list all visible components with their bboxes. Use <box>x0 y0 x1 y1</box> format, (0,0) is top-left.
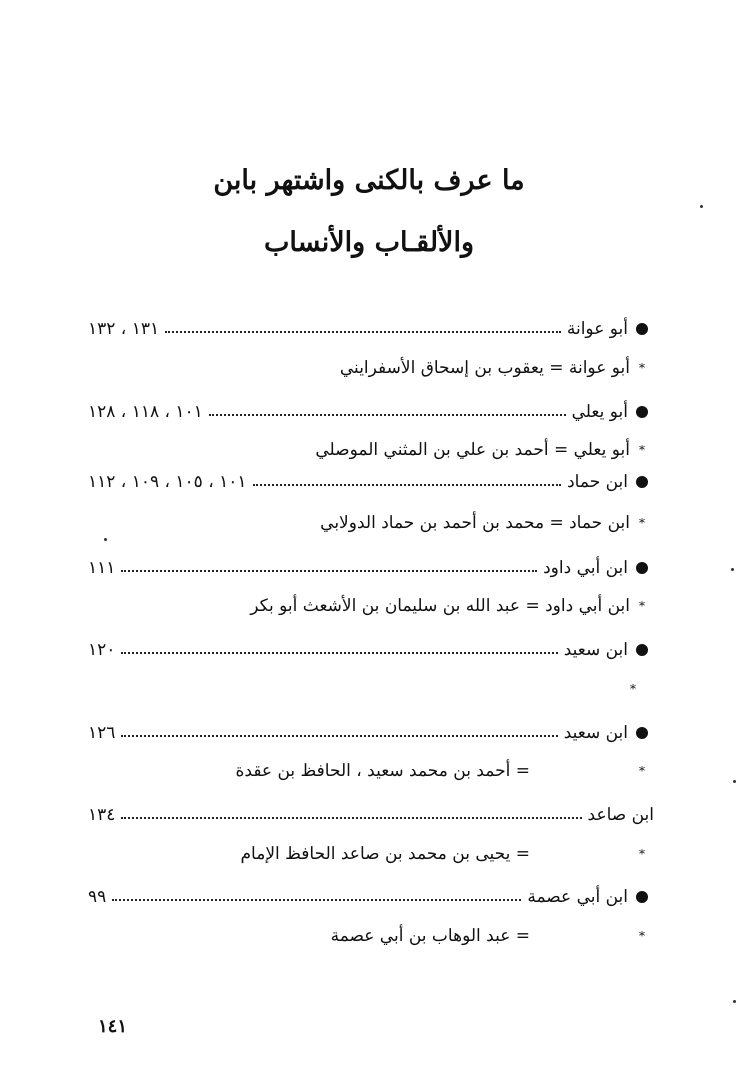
index-entry <box>88 397 648 427</box>
scan-speck <box>700 205 703 208</box>
entry-note <box>148 592 648 620</box>
bullet-icon <box>636 323 648 335</box>
index-entry <box>88 553 648 583</box>
dot-leader <box>121 735 557 737</box>
star-marker: * <box>639 361 645 375</box>
entry-note-text: أبو عوانة = يعقوب بن إسحاق الأسفرايني <box>339 358 630 378</box>
entry-name: أبو عوانة <box>566 319 628 339</box>
bullet-icon <box>636 727 648 739</box>
dot-leader <box>165 331 561 333</box>
index-entry <box>88 718 648 748</box>
entry-note-text: ابن أبي داود = عبد الله بن سليمان بن الأشعث أبو بكر <box>250 596 630 616</box>
scan-speck <box>104 538 107 541</box>
star-marker: * <box>639 847 645 861</box>
star-marker: * <box>630 682 636 696</box>
entry-name: ابن صاعد <box>587 805 654 825</box>
entry-pages: ١٢٠ <box>88 640 116 660</box>
entry-name: ابن أبي عصمة <box>527 887 628 907</box>
star-marker: * <box>639 599 645 613</box>
bullet-icon <box>636 644 648 656</box>
entry-pages: ١٣١ ، ١٣٢ <box>88 319 160 339</box>
dot-leader <box>121 817 581 819</box>
index-entry <box>88 882 648 912</box>
entry-pages: ١٣٤ <box>88 805 116 825</box>
entry-pages: ١٠١ ، ١١٨ ، ١٢٨ <box>88 402 203 422</box>
entry-name: ابن أبي داود <box>543 558 628 578</box>
entry-note <box>148 354 648 382</box>
entry-note <box>148 757 648 785</box>
page-number: ١٤١ <box>98 1016 128 1037</box>
entry-note-text: = أحمد بن محمد سعيد ، الحافظ بن عقدة <box>235 761 530 781</box>
entry-note-text: ابن حماد = محمد بن أحمد بن حماد الدولابي <box>320 513 630 533</box>
entry-name: أبو يعلي <box>571 402 628 422</box>
dot-leader <box>112 899 521 901</box>
star-marker: * <box>639 443 645 457</box>
entry-pages: ٩٩ <box>88 887 107 907</box>
entry-pages: ١٠١ ، ١٠٥ ، ١٠٩ ، ١١٢ <box>88 472 247 492</box>
dot-leader <box>209 414 566 416</box>
page-subtitle: والألقـاب والأنساب <box>264 227 474 258</box>
bullet-icon <box>636 562 648 574</box>
scan-speck <box>733 1000 736 1003</box>
index-entry <box>88 314 648 344</box>
star-marker: * <box>639 764 645 778</box>
entry-note-text: = يحيى بن محمد بن صاعد الحافظ الإمام <box>240 844 530 864</box>
bullet-icon <box>636 891 648 903</box>
entry-note <box>148 840 648 868</box>
entry-note <box>148 922 648 950</box>
dot-leader <box>253 484 562 486</box>
star-marker: * <box>639 516 645 530</box>
index-entry <box>88 800 654 830</box>
bullet-icon <box>636 406 648 418</box>
entry-note <box>148 509 648 537</box>
page-title: ما عرف بالكنى واشتهر بابن <box>213 165 525 196</box>
index-entry <box>88 467 648 497</box>
entry-note-text: أبو يعلي = أحمد بن علي بن المثني الموصلي <box>315 440 630 460</box>
star-marker: * <box>639 929 645 943</box>
entry-note <box>148 436 648 464</box>
bullet-icon <box>636 476 648 488</box>
entry-name: ابن سعيد <box>563 640 628 660</box>
dot-leader <box>121 570 537 572</box>
scan-speck <box>733 780 736 783</box>
entry-note-text: = عبد الوهاب بن أبي عصمة <box>330 926 530 946</box>
scan-speck <box>731 568 734 571</box>
entry-pages: ١١١ <box>88 558 116 578</box>
dot-leader <box>121 652 557 654</box>
entry-name: ابن سعيد <box>563 723 628 743</box>
entry-pages: ١٢٦ <box>88 723 116 743</box>
entry-name: ابن حماد <box>567 472 628 492</box>
index-entry <box>88 635 648 665</box>
